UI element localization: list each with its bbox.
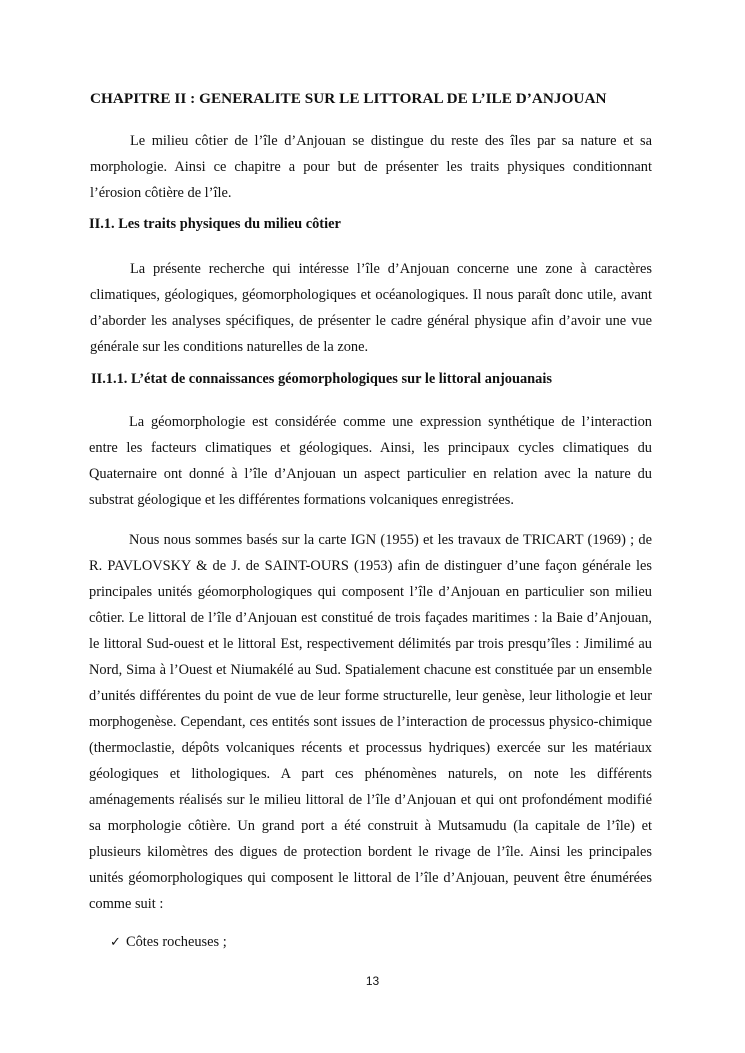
section-heading-ii-1-1: II.1.1. L’état de connaissances géomorphologiques sur le littoral anjouanais [91,371,552,387]
chapter-title: CHAPITRE II : GENERALITE SUR LE LITTORAL DE L’ILE D’ANJOUAN [90,90,607,107]
section-ii-1-paragraph: La présente recherche qui intéresse l’île d’Anjouan concerne une zone à caractères climatiques, géologiques, géomorphologiques et océanologiques. Il nous paraît donc utile, avant d’aborder les analyses spécifiques, de présenter le cadre général physique afin d’avoir une vue générale sur les conditions naturelles de la zone. [90,261,652,355]
page-number: 13 [365,974,380,988]
section-heading-ii-1: II.1. Les traits physiques du milieu côtier [89,216,341,232]
section-ii-1-1-paragraph-2: Nous nous sommes basés sur la carte IGN (1955) et les travaux de TRICART (1969) ; de R. PAVLOVSKY & de J. de SAINT-OURS (1953) afin de distinguer d’une façon générale les principales unités géomorphologiques qui composent l’île d’Anjouan en particulier son milieu côtier. Le littoral de l’île d’Anjouan est constitué de trois façades maritimes : la Baie d’Anjouan, le littoral Sud-ouest et le littoral Est, respectivement délimités par trois presqu’îles : Jimilimé au Nord, Sima à l’Ouest et Niumakélé au Sud. Spatialement chacune est constituée par un ensemble d’unités différentes du point de vue de leur forme structurelle, leur genèse, leur lithologie et leur morphogenèse. Cependant, ces entités sont issues de l’interaction de processus physico-chimique (thermoclastie, dépôts volcaniques récents et processus hydriques) exercée sur les matériaux géologiques et lithologiques. A part ces phénomènes naturels, on note les différents aménagements réalisés sur le milieu littoral de l’île d’Anjouan et qui ont profondément modifié sa morphologie côtière. Un grand port a été construit à Mutsamudu (la capitale de l’île) et plusieurs kilomètres des digues de protection bordent le rivage de l’île. Ainsi les principales unités géomorphologiques qui composent le littoral de l’île d’Anjouan, peuvent être énumérées comme suit : [89,532,652,912]
bullet-item [110,934,227,951]
intro-paragraph: Le milieu côtier de l’île d’Anjouan se distingue du reste des îles par sa nature et sa morphologie. Ainsi ce chapitre a pour but de présenter les traits physiques conditionnant l’érosion côtière de l’île. [90,133,652,201]
check-mark-icon: ✓ [110,935,121,950]
section-ii-1-1-paragraph-1: La géomorphologie est considérée comme une expression synthétique de l’interaction entre les facteurs climatiques et géologiques. Ainsi, les principaux cycles climatiques du Quaternaire ont donné à l’île d’Anjouan un aspect particulier en relation avec la nature du substrat géologique et les différentes formations volcaniques enregistrées. [89,414,652,508]
bullet-item-text: Côtes rocheuses ; [126,934,227,950]
